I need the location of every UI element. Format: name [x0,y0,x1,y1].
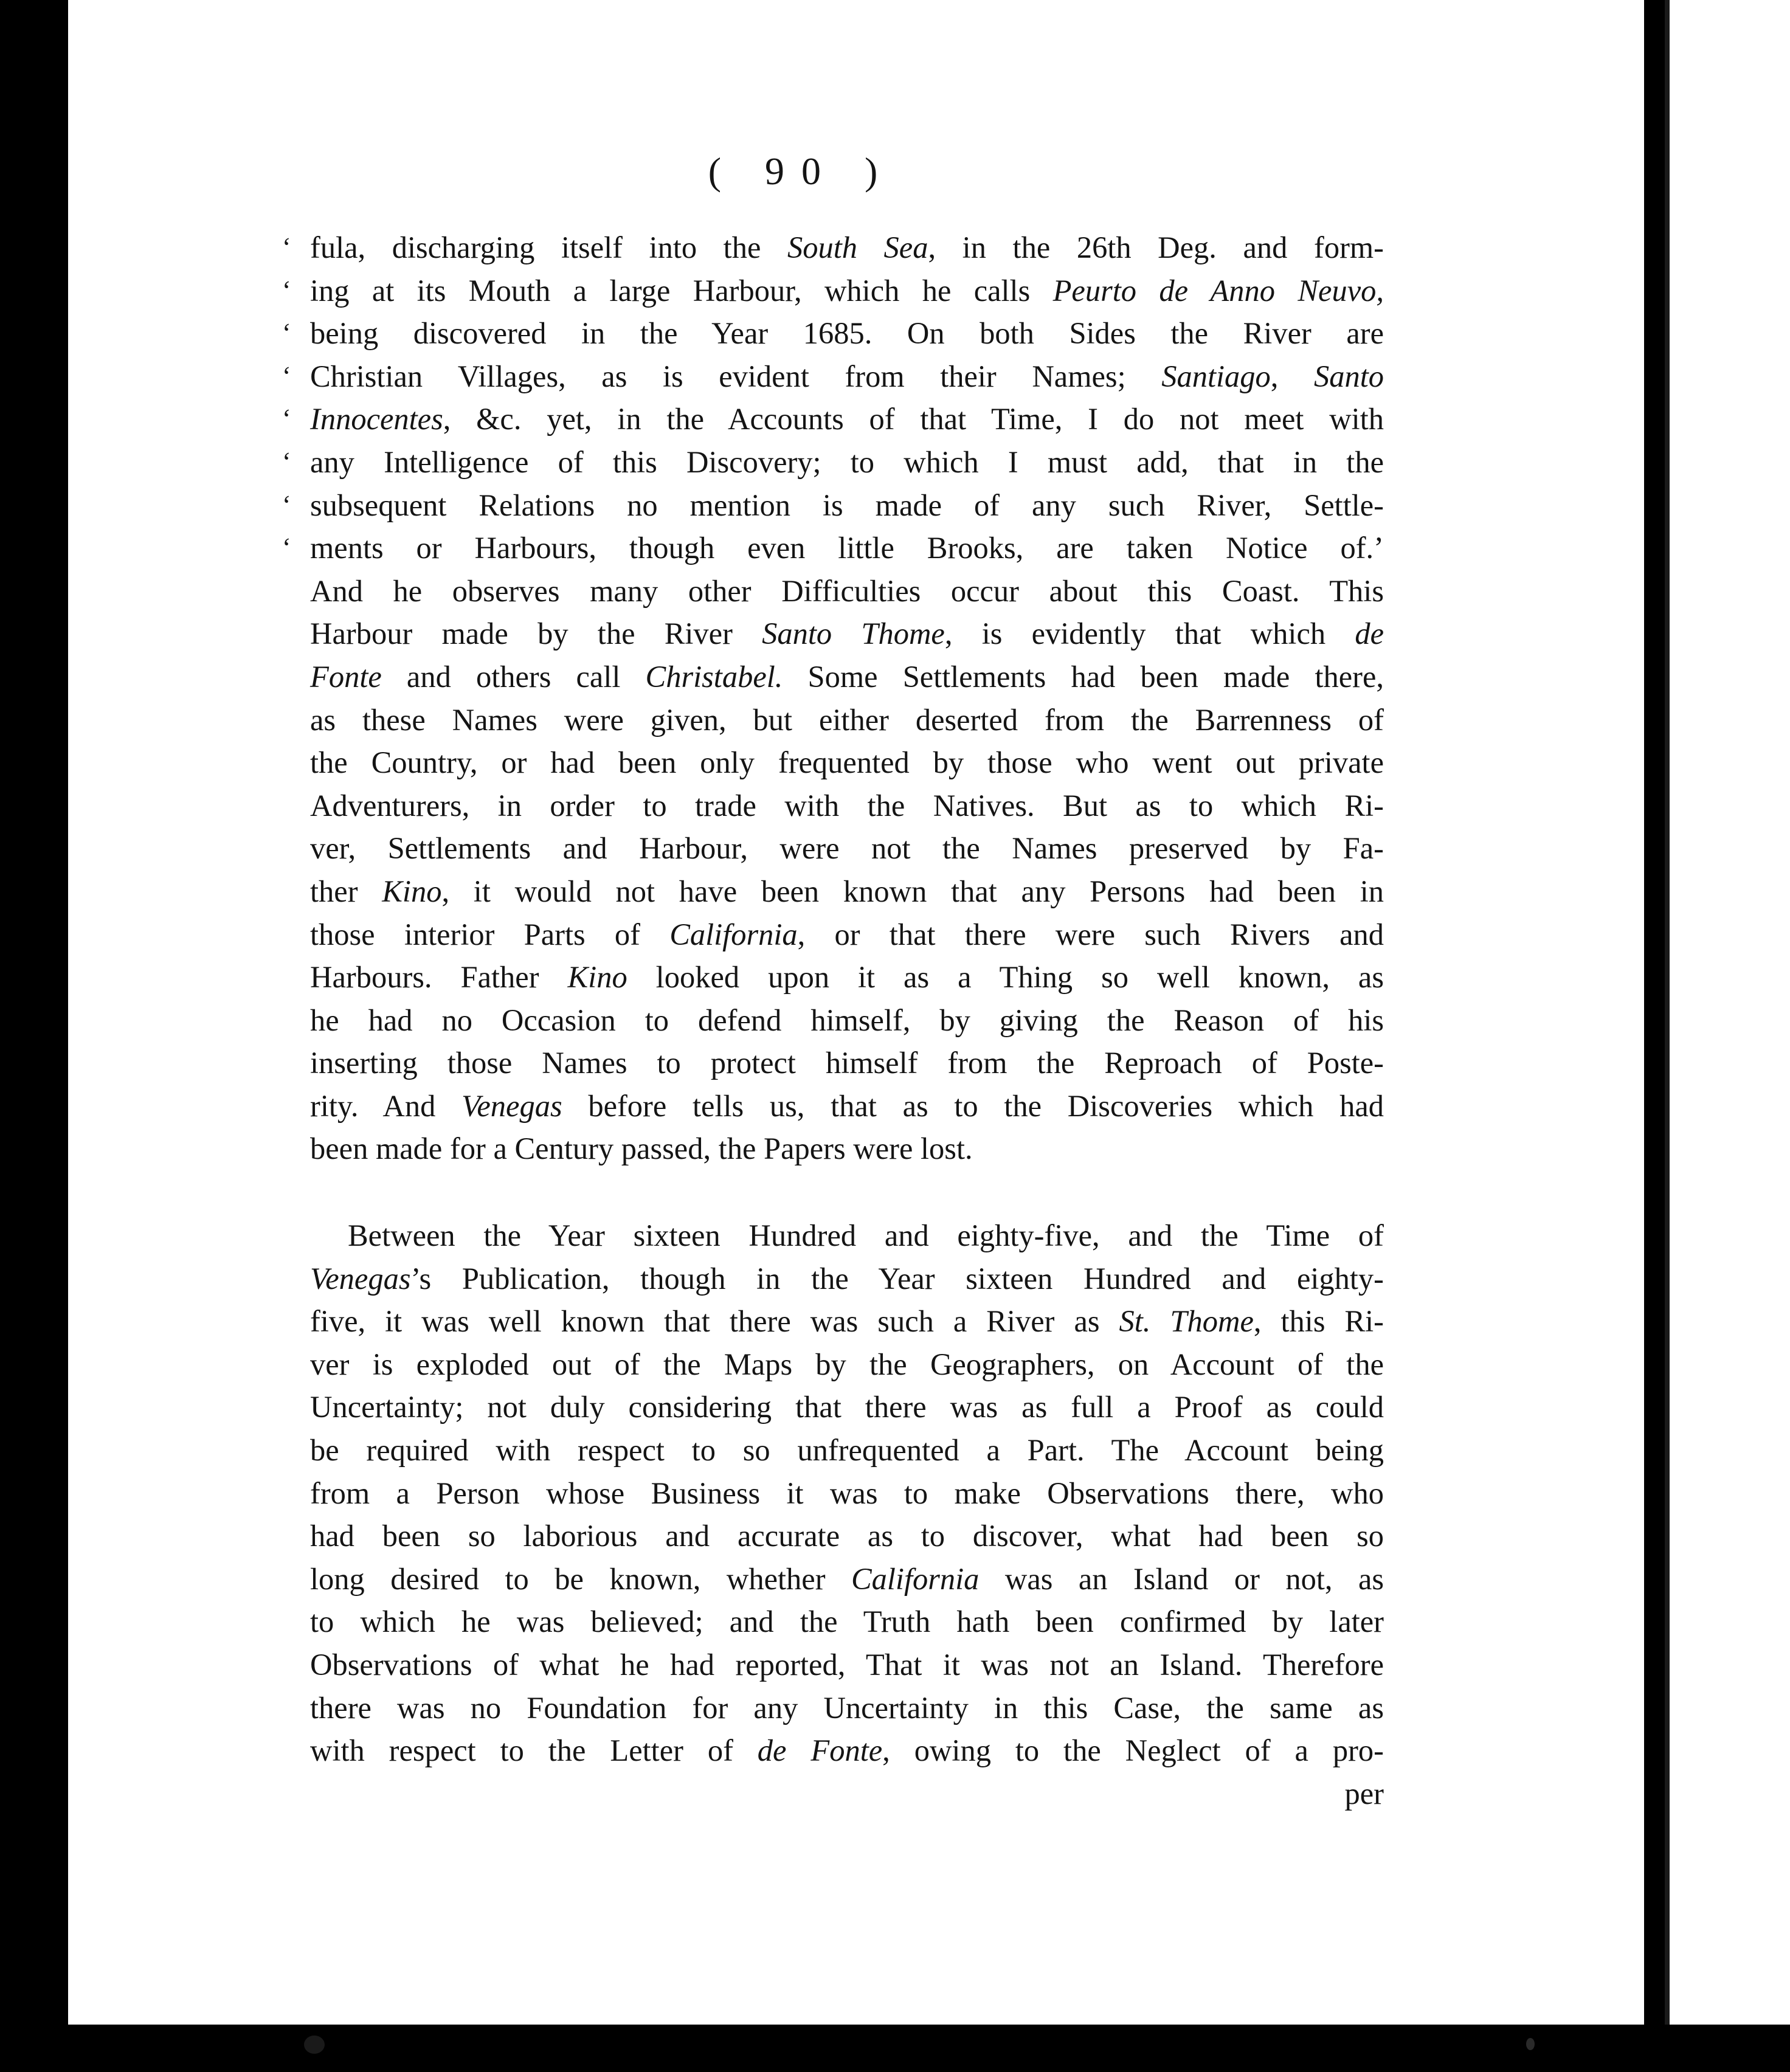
paragraph-gap [310,1170,1384,1214]
text-line [282,312,1384,355]
italic-text: Christabel. [645,659,783,694]
text-run: from a Person whose Business it was to make Observations there, who [310,1476,1384,1510]
text-run: any Intelligence of this Discovery; to which I must add, that in the [310,444,1384,479]
paragraph-quoted-passage [282,226,1384,1170]
text-run: he had no Occasion to defend himself, by giving the Reason of his [310,1003,1384,1037]
text-line [310,1558,1384,1601]
text-run: , [1270,359,1314,393]
text-run: , is evidently that which [944,616,1355,651]
text-line [310,612,1384,655]
scan-border [0,2025,1790,2072]
text-run: was an Island or not, as [979,1561,1384,1596]
paragraph-uncertainty [310,1214,1384,1772]
text-line [310,570,1384,613]
text-run: and others call [381,659,646,694]
italic-text: Venegas [461,1088,562,1123]
quotation-mark: ‘ [282,446,291,477]
text-line [282,226,1384,269]
adjacent-page-edge [1665,0,1790,2025]
text-line [310,655,1384,699]
text-line [310,913,1384,956]
text-line [310,1257,1384,1300]
text-run: ver is exploded out of the Maps by the Geographers, on Account of the [310,1347,1384,1381]
text-line [310,956,1384,999]
italic-text: California [669,917,798,951]
text-run: rity. And [310,1088,462,1123]
scan-speck [304,2036,325,2054]
text-run: being discovered in the Year 1685. On both Sides the River are [310,316,1384,351]
text-line [310,827,1384,870]
page-number: ( 90 ) [708,150,895,193]
text-run: Harbour made by the River [310,616,762,651]
italic-text: St. Thome [1119,1304,1254,1339]
text-run: had been so laborious and accurate as to discover, what had been so [310,1519,1384,1553]
italic-text: South Sea [787,230,928,264]
text-run: inserting those Names to protect himself from the Reproach of Poste- [310,1046,1384,1080]
scan-speck [1526,2038,1535,2050]
text-run: Christian Villages, as is evident from their Names; [310,359,1162,393]
italic-text: Santo Thome [762,616,945,651]
italic-text: Innocentes [310,402,443,437]
text-run: Harbours. Father [310,960,568,995]
text-run: ments or Harbours, though even little Brooks, are taken Notice of.’ [310,531,1384,565]
text-line [310,1687,1384,1730]
body-text [282,226,1384,1815]
text-line [310,1127,1384,1170]
text-run: Adventurers, in order to trade with the Natives. But as to which Ri- [310,788,1384,823]
text-run: , this Ri- [1253,1304,1384,1339]
text-run: the Country, or had been only frequented by those who went out private [310,745,1384,780]
text-run: long desired to be known, whether [310,1561,851,1596]
text-line [310,699,1384,742]
italic-text: de Fonte [757,1733,883,1768]
italic-text: Kino [382,874,442,908]
italic-text: Fonte [310,659,382,694]
quotation-mark: ‘ [282,275,291,305]
text-run: Some Settlements had been made there, [783,659,1384,694]
text-line [310,1041,1384,1085]
text-run: before tells us, that as to the Discoveries which had [562,1088,1384,1123]
italic-text: Kino [567,960,627,995]
italic-text: Peurto de Anno Neuvo, [1052,273,1384,308]
text-line [282,441,1384,484]
quotation-mark: ‘ [282,533,291,563]
text-line [282,484,1384,527]
quotation-mark: ‘ [282,318,291,348]
text-line [310,1643,1384,1687]
text-line [282,269,1384,313]
text-line [310,1214,1384,1257]
italic-text: Santo [1313,359,1384,393]
text-line [282,355,1384,398]
italic-text: California [851,1561,980,1596]
text-run: ther [310,874,382,908]
text-line [310,1429,1384,1472]
text-line [310,1600,1384,1643]
text-run: those interior Parts of [310,917,670,951]
text-line [310,870,1384,913]
text-run: , it would not have been known that any Persons had been in [441,874,1384,908]
text-run: with respect to the Letter of [310,1733,758,1768]
text-run: , &c. yet, in the Accounts of that Time, I do not meet with [443,402,1384,437]
text-line [310,1514,1384,1558]
text-line [310,1300,1384,1343]
italic-text: Venegas [310,1261,411,1296]
catchword: per [1344,1776,1384,1811]
text-line [310,784,1384,827]
text-run: ver, Settlements and Harbour, were not the Names preserved by Fa- [310,831,1384,866]
text-run: five, it was well known that there was such a River as [310,1304,1119,1339]
italic-text: Santiago [1161,359,1271,393]
quotation-mark: ‘ [282,489,291,520]
text-line [310,1085,1384,1128]
text-run: ing at its Mouth a large Harbour, which he calls [310,273,1053,308]
text-run: been made for a Century passed, the Papers were lost. [310,1131,973,1166]
text-run: as these Names were given, but either deserted from the Barrenness of [310,702,1384,737]
text-run: , or that there were such Rivers and [797,917,1384,951]
text-run: be required with respect to so unfrequented a Part. The Account being [310,1433,1384,1468]
text-run: looked upon it as a Thing so well known, as [627,960,1384,995]
text-run: , in the 26th Deg. and form- [928,230,1384,264]
text-run: there was no Foundation for any Uncertainty in this Case, the same as [310,1690,1384,1725]
text-run: subsequent Relations no mention is made of any such River, Settle- [310,488,1384,522]
text-line [310,1472,1384,1515]
text-run: fula, discharging itself into the [310,230,787,264]
quotation-mark: ‘ [282,232,291,262]
italic-text: de [1355,616,1384,651]
text-line [282,527,1384,570]
text-line [310,741,1384,784]
text-run: ’s Publication, though in the Year sixteen Hundred and eighty- [410,1261,1384,1296]
text-run: And he observes many other Difficulties occur about this Coast. This [310,573,1384,608]
text-run: to which he was believed; and the Truth hath been confirmed by later [310,1604,1384,1639]
text-line [310,1729,1384,1772]
text-line [282,398,1384,441]
text-run: Observations of what he had reported, That it was not an Island. Therefore [310,1648,1384,1682]
text-line [310,999,1384,1042]
quotation-mark: ‘ [282,361,291,391]
text-run: , owing to the Neglect of a pro- [882,1733,1384,1768]
text-line [310,1343,1384,1386]
text-run: Uncertainty; not duly considering that there was as full a Proof as could [310,1390,1384,1424]
quotation-mark: ‘ [282,404,291,434]
text-run: Between the Year sixteen Hundred and eighty-five, and the Time of [348,1218,1384,1253]
text-line [310,1386,1384,1429]
